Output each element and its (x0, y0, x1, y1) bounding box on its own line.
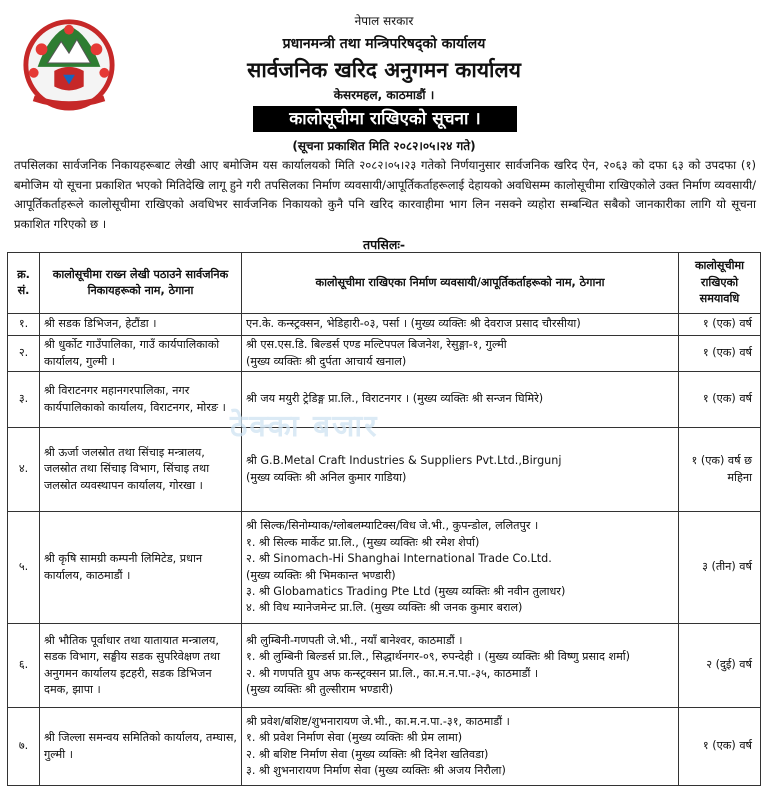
header-entity: कालोसूचीमा राख्न लेखी पठाउने सार्वजनिक निकायहरूको नाम, ठेगाना (40, 253, 242, 314)
row-sn: ५. (8, 512, 40, 624)
contractor-line: श्री प्रवेश/बशिष्ट/शुभनारायण जे.भी., का.म.न.पा.-३१, काठमाडौं । (246, 714, 510, 728)
contractor-line: श्री G.B.Metal Craft Industries & Suppliers Pvt.Ltd.,Birgunj (246, 454, 562, 468)
contractor-line: श्री सिल्क/सिनोम्याक/ग्लोबलम्याटिक्स/विध जे.भी., कुपन्डोल, ललितपुर । (246, 519, 539, 533)
row-duration: ३ (तीन) वर्ष (679, 512, 761, 624)
table-row (8, 428, 761, 512)
table-row (8, 314, 761, 336)
notice-title: कालोसूचीमा राखिएको सूचना । (253, 106, 517, 132)
publish-date: (सूचना प्रकाशित मिति २०८२।०५।२४ गते) (292, 139, 476, 153)
office-ministry: प्रधानमन्त्री तथा मन्त्रिपरिषद्को कार्यालय (282, 36, 486, 52)
contractor-line: २. श्री गणपति ग्रुप अफ कन्स्ट्रक्सन प्रा.लि., का.म.न.पा.-३५, काठमाडौं । (246, 666, 539, 680)
details-heading: तपसिलः- (362, 237, 406, 252)
contractor-line: श्री लुम्बिनी-गणपती जे.भी., नयाँ बानेश्वर, काठमाडौं । (246, 633, 463, 647)
table-row (8, 512, 761, 624)
contractor-line: ३. श्री Globamatics Trading Pte Ltd (मुख्य व्यक्तिः श्री नवीन तुलाधर) (246, 584, 566, 598)
blacklist-table (7, 252, 761, 786)
table-row (8, 624, 761, 708)
row-entity: श्री जिल्ला समन्वय समितिको कार्यालय, तम्घास, गुल्मी । (40, 708, 242, 786)
contractor-line: (मुख्य व्यक्तिः श्री अनिल कुमार गाडिया) (246, 470, 407, 484)
header-duration: कालोसूचीमा राखिएको समयावधि (679, 253, 761, 314)
row-sn: ३. (8, 372, 40, 428)
office-address: केसरमहल, काठमाडौं । (333, 88, 435, 102)
table-row (8, 708, 761, 786)
row-entity: श्री कृषि सामग्री कम्पनी लिमिटेड, प्रधान कार्यालय, काठमाडौं । (40, 512, 242, 624)
row-duration: १ (एक) वर्ष (679, 314, 761, 336)
row-duration: १ (एक) वर्ष छ महिना (679, 428, 761, 512)
row-entity: श्री विराटनगर महानगरपालिका, नगर कार्यपालिकाको कार्यालय, विराटनगर, मोरङ । (40, 372, 242, 428)
office-name: सार्वजनिक खरिद अनुगमन कार्यालय (247, 58, 521, 82)
contractor-line: श्री जय मयुरी ट्रेडिङ्ग प्रा.लि., विराटनगर । (मुख्य व्यक्तिः श्री सन्जन घिमिरे) (246, 392, 544, 406)
row-sn: २. (8, 336, 40, 372)
row-entity: श्री भौतिक पूर्वाधार तथा यातायात मन्त्रालय, सडक विभाग, सङ्घीय सडक सुपरिवेक्षण तथा अनुगमन कार्यालय इटहरी, सडक डिभिजन दमक, झापा । (40, 624, 242, 708)
watermark: ठेक्का बजार (230, 409, 379, 444)
row-duration: २ (दुई) वर्ष (679, 624, 761, 708)
contractor-line: ४. श्री विध म्यानेजमेन्ट प्रा.लि. (मुख्य व्यक्तिः श्री जनक कुमार बराल) (246, 601, 523, 615)
row-duration: १ (एक) वर्ष (679, 336, 761, 372)
notice-paragraph: तपसिलका सार्वजनिक निकायहरूबाट लेखी आए बमोजिम यस कार्यालयको मिति २०८२।०५।२३ गतेको निर्णयानुसार सार्वजनिक खरिद ऐन, २०६३ को दफा ६३ को उपदफा (१) बमोजिम यो सूचना प्रकाशित भएको मितिदेखि लागू हुने गरी तपसिलका निर्माण व्यवसायी/आपूर्तिकर्ताहरूलाई देहायको अवधिसम्म कालोसूचीमा राखिएकोले उक्त निर्माण व्यवसायी/आपूर्तिकर्ताहरूले कालोसूचीमा राखिएको अवधिभर सार्वजनिक निकायको कुनै पनि खरिद कारवाहीमा भाग लिन नसक्ने व्यहोरा सम्बन्धित सबैको जानकारीका लागि यो सूचना प्रकाशित गरिएको छ । (14, 158, 756, 231)
row-sn: ४. (8, 428, 40, 512)
row-contractor (242, 624, 679, 708)
row-sn: ६. (8, 624, 40, 708)
contractor-line: (मुख्य व्यक्तिः श्री तुल्सीराम भण्डारी) (246, 682, 394, 696)
table-header-row (8, 253, 761, 314)
contractor-line: (मुख्य व्यक्तिः श्री दुर्पता आचार्य खनाल) (246, 354, 407, 368)
row-entity: श्री धुर्कोट गाउँपालिका, गाउँ कार्यपालिकाको कार्यालय, गुल्मी । (40, 336, 242, 372)
row-contractor (242, 314, 679, 336)
table-row (8, 372, 761, 428)
contractor-line: १. श्री सिल्क मार्केट प्रा.लि., (मुख्य व्यक्तिः श्री रमेश शेर्पा) (246, 535, 480, 549)
row-duration: १ (एक) वर्ष (679, 372, 761, 428)
contractor-line: (मुख्य व्यक्तिः श्री भिमकान्त भण्डारी) (246, 568, 396, 582)
table-row (8, 336, 761, 372)
header-contractor: कालोसूचीमा राखिएका निर्माण व्यवसायी/आपूर्तिकर्ताहरूको नाम, ठेगाना (242, 253, 679, 314)
row-contractor (242, 708, 679, 786)
header-sn: क्र. सं. (8, 253, 40, 314)
row-contractor (242, 512, 679, 624)
row-duration: १ (एक) वर्ष (679, 708, 761, 786)
contractor-line: एन.के. कन्स्ट्रक्सन, भेडिहारी-०३, पर्सा । (मुख्य व्यक्तिः श्री देवराज प्रसाद चौरसीया) (246, 317, 581, 331)
row-sn: १. (8, 314, 40, 336)
government-title: नेपाल सरकार (354, 14, 414, 28)
contractor-line: २. श्री बशिष्ट निर्माण सेवा (मुख्य व्यक्तिः श्री दिनेश खतिवडा) (246, 747, 489, 761)
row-entity: श्री सडक डिभिजन, हेटौंडा । (40, 314, 242, 336)
letterhead (0, 0, 768, 153)
contractor-line: ३. श्री शुभनारायण निर्माण सेवा (मुख्य व्यक्तिः श्री अजय निरौला) (246, 763, 506, 777)
row-entity: श्री ऊर्जा जलस्रोत तथा सिंचाइ मन्त्रालय, जलस्रोत तथा सिंचाइ विभाग, सिंचाइ तथा जलस्रोत व्यवस्थापन कार्यालय, गोरखा । (40, 428, 242, 512)
row-contractor (242, 336, 679, 372)
contractor-line: श्री एस.एस.डि. बिल्डर्स एण्ड मल्टिपपल बिजनेश, रेसुङ्गा-१, गुल्मी (246, 338, 507, 352)
row-sn: ७. (8, 708, 40, 786)
contractor-line: २. श्री Sinomach-Hi Shanghai International Trade Co.Ltd. (246, 552, 552, 566)
contractor-line: १. श्री प्रवेश निर्माण सेवा (मुख्य व्यक्तिः श्री प्रेम लामा) (246, 731, 463, 745)
contractor-line: १. श्री लुम्बिनी बिल्डर्स प्रा.लि., सिद्धार्थनगर-०९, रुपन्देही । (मुख्य व्यक्तिः श्री विष्णु प्रसाद शर्मा) (246, 650, 631, 664)
